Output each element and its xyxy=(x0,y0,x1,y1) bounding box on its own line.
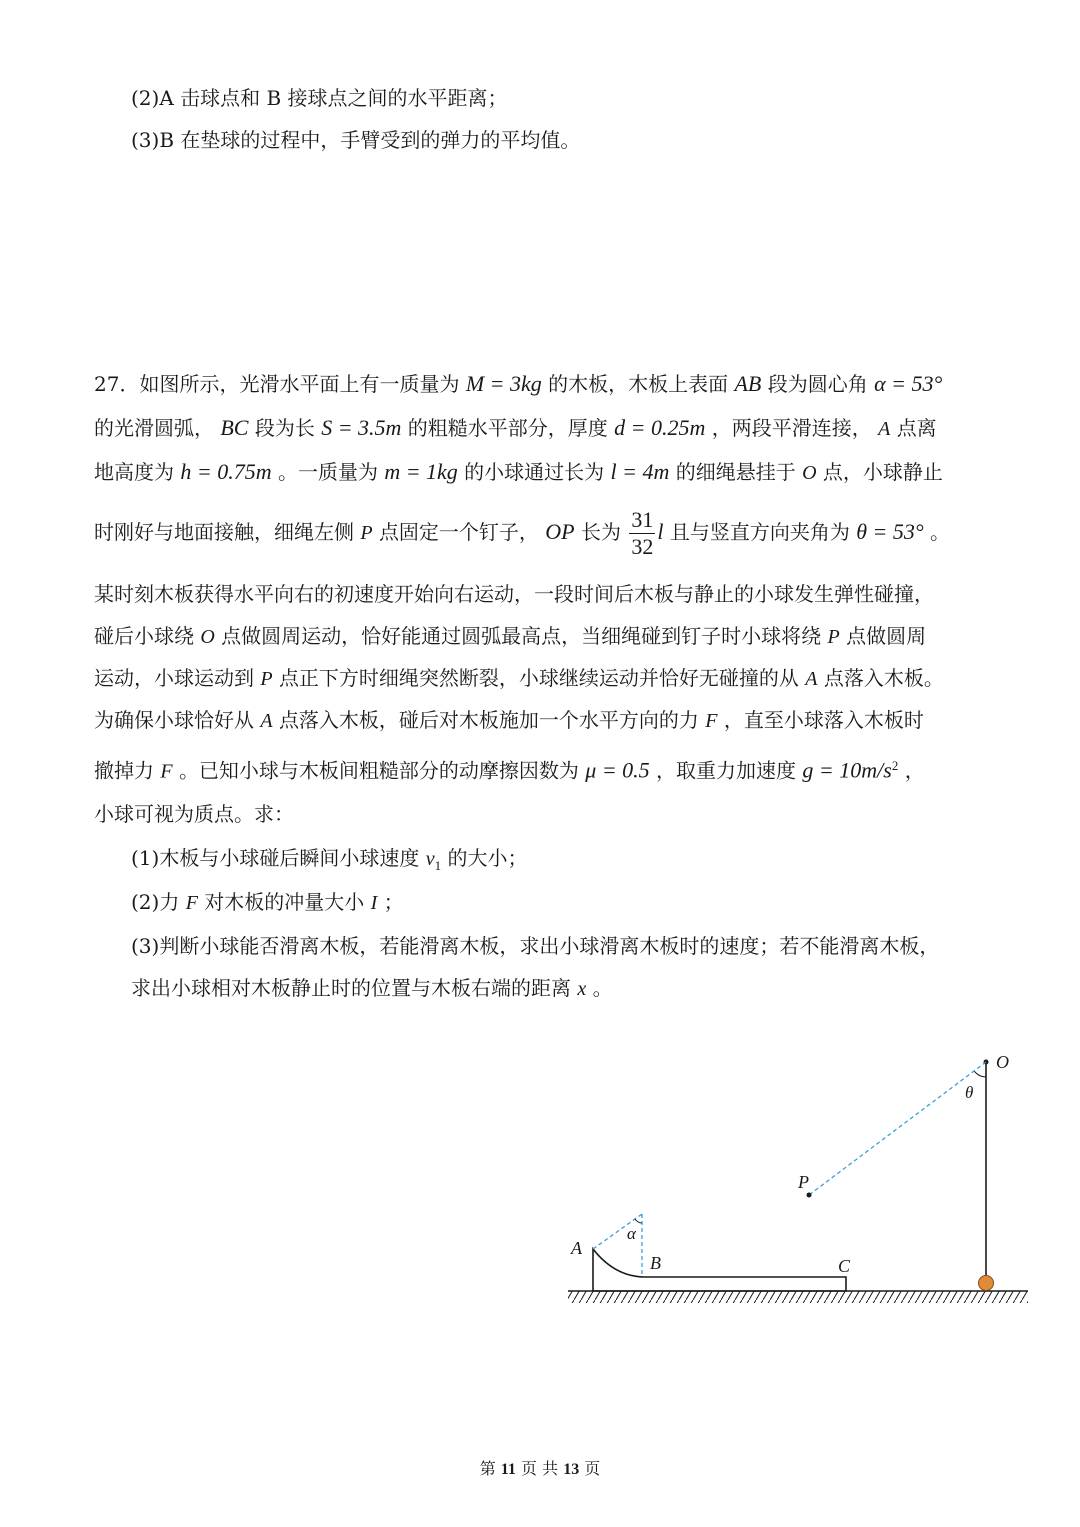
math-F: F xyxy=(160,760,173,783)
text-span: 地高度为 xyxy=(94,460,174,484)
text-span: 点固定一个钉子， xyxy=(378,520,539,544)
text-span: 点正下方时细绳突然断裂，小球继续运动并恰好无碰撞的从 xyxy=(278,666,799,690)
text-span: ， xyxy=(904,758,925,783)
problem-27-line-4 xyxy=(94,504,950,561)
problem-27-line-10: 小球可视为质点。求： xyxy=(94,802,294,826)
text-span: 点离 xyxy=(896,416,937,440)
text-span: 27．如图所示，光滑水平面上有一质量为 xyxy=(94,372,460,396)
text-span: 对木板的冲量大小 xyxy=(204,890,365,914)
math-I: I xyxy=(370,892,378,914)
alpha-arc xyxy=(635,1219,642,1223)
math-F: F xyxy=(705,710,718,732)
math-OP: OP xyxy=(545,519,575,544)
math-theta: θ = 53° xyxy=(856,519,924,544)
math-A: A xyxy=(805,668,818,690)
math-P: P xyxy=(260,668,273,690)
text-span: 的木板，木板上表面 xyxy=(548,372,729,396)
problem-27-line-3 xyxy=(94,458,943,487)
text-span: 点做圆周运动，恰好能通过圆弧最高点，当细绳碰到钉子时小球将绕 xyxy=(221,624,822,648)
current-page-number: 11 xyxy=(500,1461,516,1478)
math-P: P xyxy=(827,626,840,648)
text-span: 为确保小球恰好从 xyxy=(94,708,254,732)
text-span: 且与竖直方向夹角为 xyxy=(669,520,850,544)
math-h: h = 0.75m xyxy=(180,459,272,484)
text-span: 的光滑圆弧， xyxy=(94,416,214,440)
text-span: 的大小； xyxy=(447,846,528,870)
label-alpha: α xyxy=(627,1224,636,1243)
problem-27-question-3-a: (3)判断小球能否滑离木板，若能滑离木板，求出小球滑离木板时的速度；若不能滑离木板， xyxy=(131,934,940,958)
total-page-number: 13 xyxy=(563,1461,580,1478)
label-O: O xyxy=(996,1052,1009,1072)
text-span: ，直至小球落入木板时 xyxy=(723,708,924,732)
math-BC: BC xyxy=(220,415,249,440)
text-span: 。一质量为 xyxy=(277,460,378,484)
math-mu: μ = 0.5 xyxy=(585,757,650,783)
text-span: ； xyxy=(383,890,404,914)
problem-27-line-9 xyxy=(94,752,925,786)
text-span: ，取重力加速度 xyxy=(656,758,797,783)
problem-27-line-8 xyxy=(94,706,924,735)
fraction-denominator: 32 xyxy=(631,534,654,559)
question-3-text: (3)B 在垫球的过程中，手臂受到的弹力的平均值。 xyxy=(131,128,581,152)
math-A: A xyxy=(878,418,891,440)
math-F: F xyxy=(185,892,198,914)
text-span: 点做圆周 xyxy=(846,624,927,648)
footer-text: 页 共 xyxy=(521,1459,559,1478)
math-g: g = 10m/s xyxy=(802,757,892,783)
text-span: 的小球通过长为 xyxy=(464,460,605,484)
math-A: A xyxy=(260,710,273,732)
label-theta: θ xyxy=(965,1083,974,1102)
text-span: (1)木板与小球碰后瞬间小球速度 xyxy=(131,846,420,870)
problem-27-line-5: 某时刻木板获得水平向右的初速度开始向右运动，一段时间后木板与静止的小球发生弹性碰撞， xyxy=(94,582,934,606)
text-span: 求出小球相对木板静止时的位置与木板右端的距离 xyxy=(131,976,571,1000)
page-footer xyxy=(0,1456,1080,1479)
math-superscript: 2 xyxy=(891,758,899,773)
footer-text: 第 xyxy=(479,1459,496,1478)
text-span: 。已知小球与木板间粗糙部分的动摩擦因数为 xyxy=(178,758,579,783)
dashed-line-OP xyxy=(809,1062,986,1195)
math-l: l xyxy=(657,519,664,544)
point-P-nail xyxy=(807,1193,812,1198)
fraction-numerator: 31 xyxy=(631,507,654,532)
label-P: P xyxy=(798,1172,809,1192)
theta-arc xyxy=(974,1071,986,1077)
math-x: x xyxy=(577,978,587,1000)
math-v: v xyxy=(425,848,435,870)
text-span: 段为长 xyxy=(254,416,315,440)
label-B: B xyxy=(650,1253,661,1273)
math-m: m = 1kg xyxy=(384,459,458,484)
problem-27-question-2 xyxy=(131,888,404,917)
text-span: 运动，小球运动到 xyxy=(94,666,254,690)
text-span: 段为圆心角 xyxy=(767,372,868,396)
math-O: O xyxy=(200,626,215,648)
problem-27-line-6 xyxy=(94,622,926,651)
math-l: l = 4m xyxy=(610,459,670,484)
problem-27-line-7 xyxy=(94,664,944,693)
text-span: 的粗糙水平部分，厚度 xyxy=(407,416,608,440)
text-span: 撤掉力 xyxy=(94,758,154,783)
ball xyxy=(979,1276,994,1291)
question-2-text: (2)A 击球点和 B 接球点之间的水平距离； xyxy=(131,86,508,110)
math-d: d = 0.25m xyxy=(614,415,706,440)
math-subscript: 1 xyxy=(434,858,442,873)
text-span: ，两段平滑连接， xyxy=(711,416,872,440)
math-mass-M: M = 3kg xyxy=(465,371,542,396)
text-span: 点落入木板。 xyxy=(823,666,944,690)
text-span: 。 xyxy=(592,976,613,1000)
fraction-31-32 xyxy=(629,509,655,558)
ground-hatching xyxy=(568,1291,1028,1303)
label-C: C xyxy=(838,1256,851,1276)
text-span: 点，小球静止 xyxy=(822,460,943,484)
physics-diagram xyxy=(560,1048,1035,1318)
text-span: 时刚好与地面接触，细绳左侧 xyxy=(94,520,354,544)
text-span: 。 xyxy=(930,520,950,544)
text-span: 的细绳悬挂于 xyxy=(675,460,796,484)
text-span: 碰后小球绕 xyxy=(94,624,194,648)
text-span: 长为 xyxy=(580,520,621,544)
math-P: P xyxy=(360,522,373,544)
text-span: (2)力 xyxy=(131,890,180,914)
label-A: A xyxy=(571,1238,582,1258)
text-span: 点落入木板，碰后对木板施加一个水平方向的力 xyxy=(278,708,699,732)
wooden-board xyxy=(593,1249,846,1291)
problem-27-question-3-b xyxy=(131,974,613,1003)
problem-27-question-1 xyxy=(131,844,527,880)
math-O: O xyxy=(802,462,817,484)
math-alpha: α = 53° xyxy=(874,371,943,396)
math-S: S = 3.5m xyxy=(321,415,402,440)
math-AB: AB xyxy=(734,371,762,396)
problem-27-line-2 xyxy=(94,414,937,443)
problem-27-line-1 xyxy=(94,370,942,398)
footer-text: 页 xyxy=(584,1459,601,1478)
